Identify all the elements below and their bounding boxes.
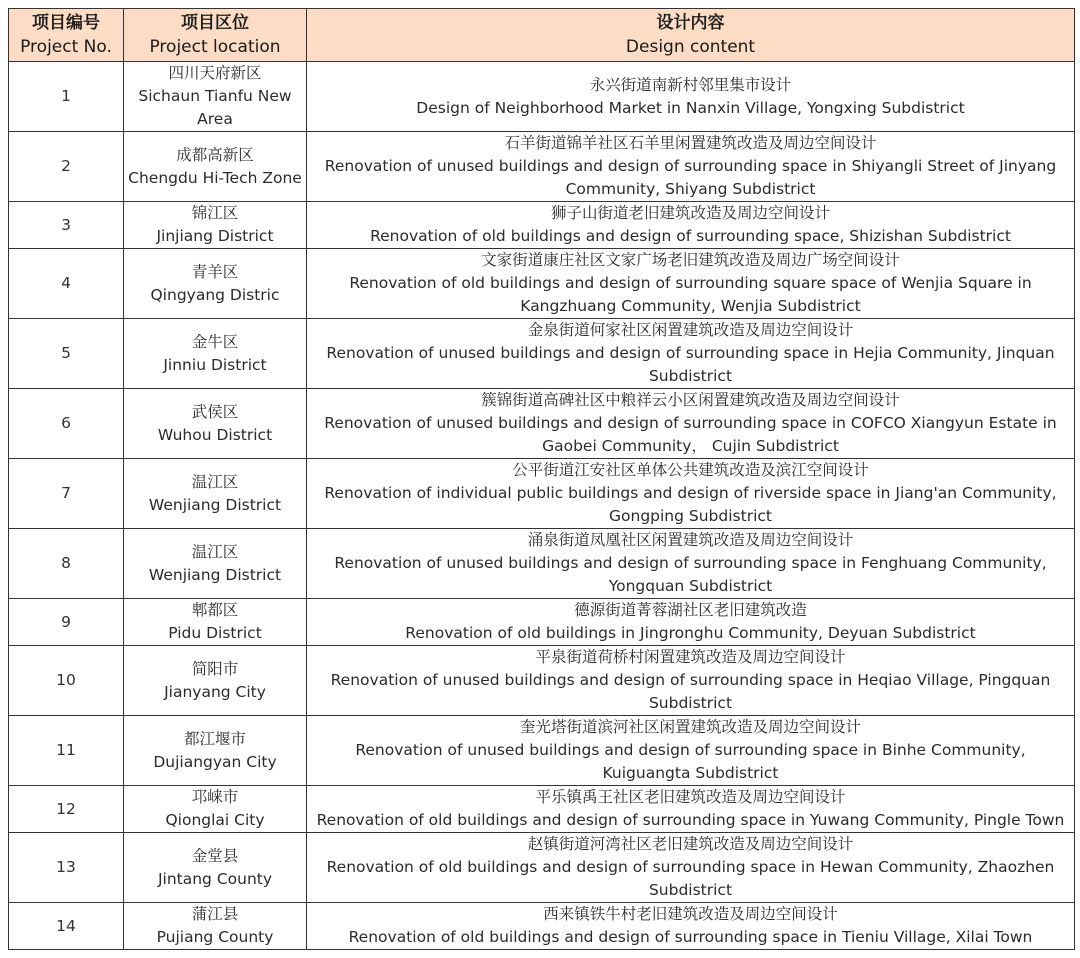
project-no-cell [9,202,124,249]
location-zh: 温江区 [191,472,239,491]
design-zh: 涌泉街道凤凰社区闲置建筑改造及周边空间设计 [527,531,854,549]
design-zh: 文家街道康庄社区文家广场老旧建筑改造及周边广场空间设计 [481,251,900,269]
project-no: 7 [61,484,71,502]
design-en: Renovation of old buildings and design of surrounding square space of Wenjia Square in Kangzhuang Community, Wenjia Subdistrict [349,274,1032,315]
project-no: 8 [61,554,71,572]
project-no-cell [9,389,124,459]
design-en: Renovation of unused buildings and design of surrounding space in Binhe Community, Kuiguangta Subdistrict [355,741,1026,782]
design-content-cell [307,599,1075,646]
project-no: 10 [56,671,76,689]
location-en: Jinjiang District [156,227,274,245]
location-zh: 青羊区 [191,262,239,281]
table-row [9,529,1075,599]
location-en: Wuhou District [157,425,273,444]
design-en: Design of Neighborhood Market in Nanxin Village, Yongxing Subdistrict [416,98,965,117]
location-zh: 四川天府新区 [168,64,262,82]
design-content-cell [307,319,1075,389]
project-location-cell [124,132,307,202]
location-zh: 郫都区 [191,601,239,619]
project-location-cell [124,62,307,132]
location-zh: 锦江区 [191,204,239,222]
header-project-location [124,9,307,62]
project-no: 11 [56,741,76,759]
location-en: Sichaun Tianfu New Area [138,87,292,128]
project-no: 5 [61,344,71,362]
table-row [9,62,1075,132]
location-en: Jianyang City [164,682,266,701]
design-zh: 平乐镇禹王社区老旧建筑改造及周边空间设计 [535,788,846,806]
design-en: Renovation of old buildings and design of surrounding space in Yuwang Community, Pingle Town [316,811,1065,829]
project-no: 6 [61,414,71,432]
project-location-cell [124,459,307,529]
project-no-cell [9,903,124,950]
design-zh: 金泉街道何家社区闲置建筑改造及周边空间设计 [527,321,854,339]
header-project-location-en: Project location [149,37,281,57]
design-en: Renovation of unused buildings and design of surrounding space in Hejia Community, Jinquan Subdistrict [326,344,1055,385]
project-no-cell [9,459,124,529]
project-no-cell [9,716,124,786]
project-no-cell [9,786,124,833]
table-row [9,202,1075,249]
design-content-cell [307,389,1075,459]
project-no-cell [9,529,124,599]
project-location-cell [124,716,307,786]
location-zh: 都江堰市 [183,729,246,748]
design-zh: 公平街道江安社区单体公共建筑改造及滨江空间设计 [512,461,869,479]
location-en: Jinniu District [163,355,267,374]
design-zh: 西来镇铁牛村老旧建筑改造及周边空间设计 [543,905,838,923]
design-zh: 簇锦街道高碑社区中粮祥云小区闲置建筑改造及周边空间设计 [481,391,900,409]
design-content-cell [307,529,1075,599]
project-no: 3 [61,215,71,234]
project-location-cell [124,646,307,716]
design-en: Renovation of unused buildings and design of surrounding space in Heqiao Village, Pingquan Subdistrict [330,671,1051,712]
table-row [9,319,1075,389]
design-content-cell [307,459,1075,529]
design-zh: 永兴街道南新村邻里集市设计 [589,75,792,94]
project-no-cell [9,62,124,132]
project-location-cell [124,389,307,459]
design-en: Renovation of old buildings and design of surrounding space in Tieniu Village, Xilai Town [348,928,1033,946]
design-en: Renovation of unused buildings and design of surrounding space in Fenghuang Community, Yongquan Subdistrict [334,554,1047,595]
design-en: Renovation of individual public buildings and design of riverside space in Jiang'an Community, Gongping Subdistrict [324,484,1057,525]
header-project-no-zh: 项目编号 [32,13,100,33]
design-content-cell [307,132,1075,202]
design-en: Renovation of old buildings and design of surrounding space, Shizishan Subdistrict [370,227,1011,245]
table-row [9,833,1075,903]
table-row [9,389,1075,459]
location-zh: 金牛区 [191,332,239,351]
table-row [9,132,1075,202]
project-no-cell [9,833,124,903]
location-en: Wenjiang District [148,565,282,584]
design-content-cell [307,903,1075,950]
design-zh: 赵镇街道河湾社区老旧建筑改造及周边空间设计 [527,835,854,853]
design-en: Renovation of unused buildings and design of surrounding space in Shiyangli Street of Jinyang Community, Shiyang Subdistrict [324,157,1057,198]
design-en: Renovation of unused buildings and design of surrounding space in COFCO Xiangyun Estate in Gaobei Community， Cujin Subdistrict [324,414,1057,455]
table-row [9,459,1075,529]
design-content-cell [307,62,1075,132]
project-no: 13 [56,858,76,876]
project-table-wrapper [8,8,1074,950]
project-no: 14 [56,916,76,935]
project-no: 1 [61,87,71,105]
table-row [9,249,1075,319]
location-zh: 武侯区 [191,402,239,421]
design-zh: 狮子山街道老旧建筑改造及周边空间设计 [550,204,830,222]
header-project-no [9,9,124,62]
header-project-no-en: Project No. [20,37,112,57]
project-no-cell [9,132,124,202]
table-row [9,716,1075,786]
project-location-cell [124,319,307,389]
design-en: Renovation of old buildings and design of surrounding space in Hewan Community, Zhaozhen Subdistrict [326,858,1055,899]
design-content-cell [307,716,1075,786]
design-zh: 奎光塔街道滨河社区闲置建筑改造及周边空间设计 [519,718,861,736]
design-content-cell [307,646,1075,716]
design-zh: 石羊街道锦羊社区石羊里闲置建筑改造及周边空间设计 [504,134,877,152]
location-en: Jintang County [157,869,273,888]
project-table [8,8,1075,950]
table-row [9,646,1075,716]
design-content-cell [307,786,1075,833]
table-row [9,903,1075,950]
project-location-cell [124,903,307,950]
location-zh: 邛崃市 [191,788,239,806]
design-en: Renovation of old buildings in Jingronghu Community, Deyuan Subdistrict [405,624,976,642]
project-location-cell [124,202,307,249]
table-row [9,599,1075,646]
table-body [9,62,1075,950]
location-zh: 简阳市 [191,659,239,678]
location-en: Dujiangyan City [153,752,277,771]
location-zh: 温江区 [191,542,239,561]
header-project-location-zh: 项目区位 [181,13,249,33]
project-no: 12 [56,799,76,818]
header-design-content-zh: 设计内容 [656,13,725,33]
project-no: 4 [61,274,71,292]
project-no: 2 [61,157,71,175]
design-zh: 平泉街道荷桥村闲置建筑改造及周边空间设计 [535,648,846,666]
location-en: Wenjiang District [148,495,282,514]
project-location-cell [124,249,307,319]
project-location-cell [124,529,307,599]
design-content-cell [307,833,1075,903]
location-zh: 蒲江县 [191,905,239,923]
project-no-cell [9,319,124,389]
project-no-cell [9,249,124,319]
location-en: Qionglai City [165,811,265,829]
location-zh: 成都高新区 [176,145,254,164]
project-no-cell [9,599,124,646]
project-location-cell [124,833,307,903]
table-header [9,9,1075,62]
project-no-cell [9,646,124,716]
header-row [9,9,1075,62]
location-en: Pidu District [168,624,262,642]
location-en: Qingyang Distric [150,285,280,304]
project-no: 9 [61,612,71,631]
location-en: Chengdu Hi-Tech Zone [128,168,302,187]
table-row [9,786,1075,833]
design-content-cell [307,249,1075,319]
location-en: Pujiang County [156,928,274,946]
design-zh: 德源街道菁蓉湖社区老旧建筑改造 [574,601,807,619]
design-content-cell [307,202,1075,249]
location-zh: 金堂县 [191,846,239,865]
header-design-content-en: Design content [625,37,756,57]
project-location-cell [124,786,307,833]
project-location-cell [124,599,307,646]
header-design-content [307,9,1075,62]
